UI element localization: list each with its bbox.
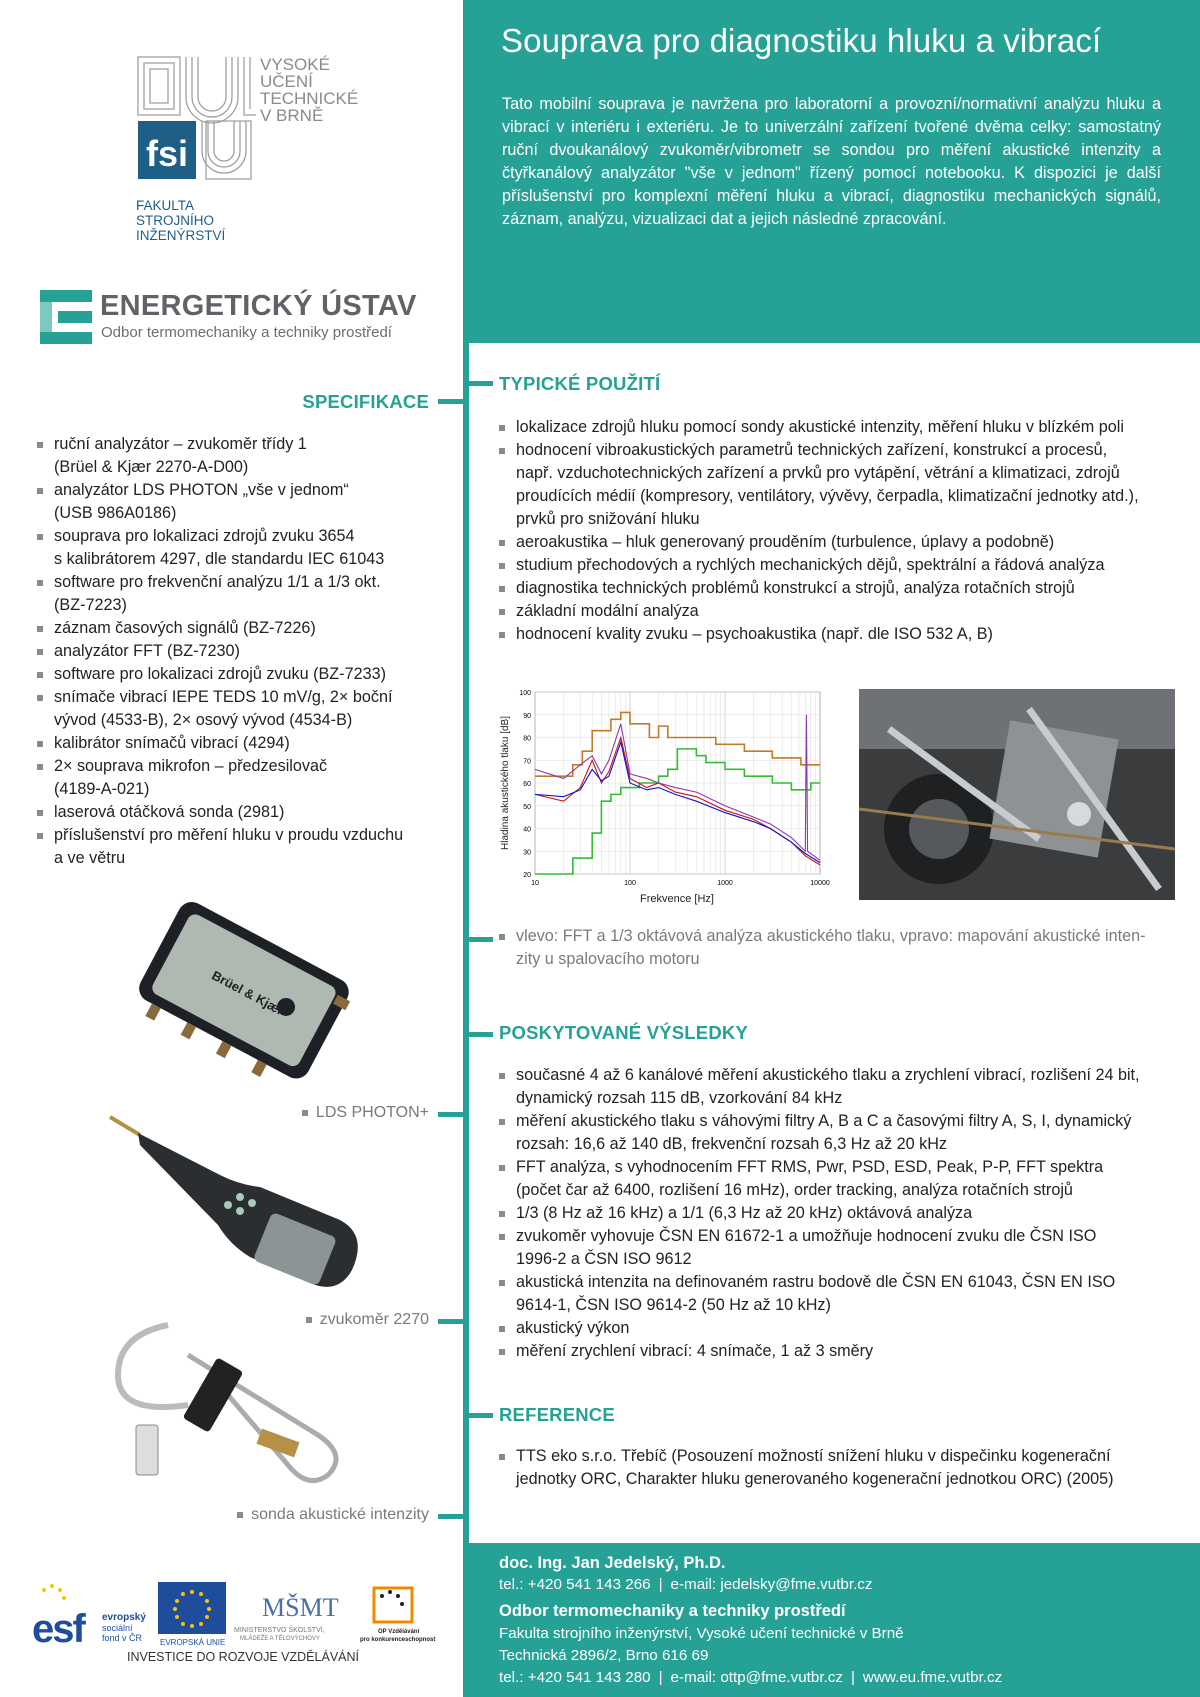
- spec-item-line: souprava pro lokalizaci zdrojů zvuku 3654: [54, 527, 355, 545]
- sound-level-meter-photo: [100, 1105, 370, 1295]
- photon-caption-text: LDS PHOTON+: [315, 1104, 429, 1121]
- chart-xlabel: Frekvence [Hz]: [640, 893, 714, 905]
- separator: |: [658, 1669, 663, 1686]
- institute-logo-mark: [40, 290, 92, 345]
- x-tick-label: 10000: [810, 880, 830, 887]
- heading-connector: [463, 381, 493, 386]
- reference-item-line: TTS eko s.r.o. Třebíč (Posouzení možností snížení hluku v dispečinku kogenerační: [516, 1447, 1111, 1465]
- reference-item: [498, 1445, 1188, 1491]
- usage-item: [498, 600, 1188, 623]
- vysledky-list: [498, 1064, 1188, 1363]
- result-item-line: 1/3 (8 Hz až 16 kHz) a 1/1 (6,3 Hz až 20 kHz) oktávová analýza: [516, 1204, 973, 1222]
- heading-connector: [463, 1032, 493, 1037]
- address: Technická 2896/2, Brno 616 69: [499, 1647, 709, 1664]
- department-name: Odbor termomechaniky a techniky prostředí: [499, 1602, 846, 1620]
- result-item-line: zvukoměr vyhovuje ČSN EN 61672-1 a umožňuje hodnocení zvuku dle ČSN ISO: [516, 1227, 1097, 1245]
- svg-text:MLÁDEŽE A TĚLOVÝCHOVY: MLÁDEŽE A TĚLOVÝCHOVY: [240, 1636, 320, 1642]
- person-email-link[interactable]: e-mail: jedelsky@fme.vutbr.cz: [670, 1576, 873, 1593]
- result-item-line: 9614-1, ČSN ISO 9614-2 (50 Hz až 10 kHz): [516, 1296, 831, 1314]
- spec-item-line: snímače vibrací IEPE TEDS 10 mV/g, 2× boční: [54, 688, 393, 706]
- svg-text:VYSOKÉ: VYSOKÉ: [260, 55, 330, 74]
- reference-list: [498, 1445, 1188, 1491]
- svg-text:FAKULTA: FAKULTA: [136, 198, 195, 213]
- usage-item: [498, 623, 1188, 646]
- result-item-line: rozsah: 16,6 až 140 dB, frekvenční rozsah 6,3 Hz až 20 kHz: [516, 1135, 947, 1153]
- usage-item: [498, 531, 1188, 554]
- spec-item-line: (4189-A-021): [54, 780, 150, 798]
- spec-item-line: (USB 986A0186): [54, 504, 177, 522]
- department-email-link[interactable]: e-mail: ottp@fme.vutbr.cz: [670, 1669, 843, 1686]
- spec-item-line: (Brüel & Kjær 2270-A-D00): [54, 458, 249, 476]
- svg-text:INŽENÝRSTVÍ: INŽENÝRSTVÍ: [136, 228, 226, 243]
- vertical-divider: [463, 343, 469, 1543]
- caption-connector: [438, 1319, 466, 1324]
- lds-photon-photo: [128, 900, 358, 1085]
- result-item: [498, 1110, 1188, 1156]
- usage-item-line: aeroakustika – hluk generovaný prouděním (turbulence, úplavy a podobně): [516, 533, 1055, 551]
- usage-item-line: proudících médií (kompresory, ventilátory, vývěvy, čerpadla, klimatizační jednotky atd.),: [516, 487, 1139, 505]
- svg-text:MINISTERSTVO ŠKOLSTVÍ,: MINISTERSTVO ŠKOLSTVÍ,: [234, 1627, 325, 1634]
- department-contact: [499, 1669, 1002, 1686]
- usage-item-line: hodnocení vibroakustických parametrů technických zařízení, konstrukcí a procesů,: [516, 441, 1108, 459]
- usage-item: [498, 577, 1188, 600]
- result-item-line: akustická intenzita na definovaném rastru bodově dle ČSN EN 61043, ČSN EN ISO: [516, 1273, 1116, 1291]
- usage-item-line: např. vzduchotechnických zařízení a prvků pro vytápění, větrání a klimatizaci, zdrojů: [516, 464, 1120, 482]
- eu-funding-logos: [30, 1580, 440, 1650]
- usage-item-line: hodnocení kvality zvuku – psychoakustika (např. dle ISO 532 A, B): [516, 625, 993, 643]
- spec-item: [36, 824, 436, 870]
- spec-item: [36, 663, 436, 686]
- probe-caption-text: sonda akustické intenzity: [251, 1506, 429, 1523]
- y-tick-label: 60: [523, 781, 531, 788]
- svg-text:esf: esf: [32, 1607, 84, 1650]
- website-link[interactable]: www.eu.fme.vutbr.cz: [862, 1669, 1003, 1686]
- spec-item-line: kalibrátor snímačů vibrací (4294): [54, 734, 290, 752]
- result-item: [498, 1202, 1188, 1225]
- probe-caption: [237, 1506, 429, 1524]
- spec-item-line: vývod (4533-B), 2× osový vývod (4534-B): [54, 711, 353, 729]
- bullet-icon: [237, 1512, 243, 1518]
- heading-connector: [438, 399, 466, 404]
- person-phone: tel.: +420 541 143 266: [499, 1576, 651, 1593]
- spec-item-line: software pro frekvenční analýzu 1/1 a 1/3 okt.: [54, 573, 381, 591]
- svg-text:fsi: fsi: [145, 133, 189, 174]
- svg-text:evropský: evropský: [102, 1612, 146, 1623]
- result-item-line: měření akustického tlaku s váhovými filtry A, B a C a časovými filtry A, S, I, dynamický: [516, 1112, 1132, 1130]
- department-phone: tel.: +420 541 143 280: [499, 1669, 651, 1686]
- y-tick-label: 30: [523, 849, 531, 857]
- investment-slogan: INVESTICE DO ROZVOJE VZDĚLÁVÁNÍ: [127, 1650, 359, 1664]
- spec-item-line: laserová otáčková sonda (2981): [54, 803, 285, 821]
- usage-item-line: studium přechodových a rychlých mechanických dějů, spektrální a řádová analýza: [516, 556, 1105, 574]
- op-vk-logo: [360, 1588, 435, 1643]
- svg-text:OP Vzdělávání: OP Vzdělávání: [378, 1629, 420, 1635]
- separator: |: [658, 1576, 663, 1593]
- reference-item-line: jednotky ORC, Charakter hluku generovaného kogenerační jednotkou ORC) (2005): [516, 1470, 1114, 1488]
- svg-text:MŠMT: MŠMT: [262, 1593, 339, 1622]
- usage-item-line: prvků pro snižování hluku: [516, 510, 700, 528]
- spec-item: [36, 479, 436, 525]
- result-item-line: současné 4 až 6 kanálové měření akustického tlaku a zrychlení vibrací, rozlišení 24 bit,: [516, 1066, 1140, 1084]
- vut-fsi-logo: [136, 55, 376, 250]
- specifikace-heading: SPECIFIKACE: [302, 391, 429, 412]
- spec-item: [36, 686, 436, 732]
- caption-connector: [438, 1514, 466, 1519]
- svg-text:sociální: sociální: [102, 1623, 133, 1633]
- svg-text:STROJNÍHO: STROJNÍHO: [136, 213, 215, 228]
- spec-item: [36, 525, 436, 571]
- y-tick-label: 100: [519, 690, 531, 697]
- y-tick-label: 40: [523, 826, 531, 834]
- y-tick-label: 20: [523, 872, 531, 879]
- spectrum-chart: [490, 684, 830, 910]
- result-item: [498, 1156, 1188, 1202]
- typicke-heading: TYPICKÉ POUŽITÍ: [499, 373, 661, 394]
- spec-item-line: záznam časových signálů (BZ-7226): [54, 619, 316, 637]
- spec-item: [36, 617, 436, 640]
- intensity-probe-photo: [108, 1315, 368, 1495]
- svg-text:fond v ČR: fond v ČR: [102, 1633, 143, 1643]
- spec-item-line: software pro lokalizaci zdrojů zvuku (BZ-7233): [54, 665, 386, 683]
- caption-connector: [438, 1112, 466, 1117]
- contact-person: doc. Ing. Jan Jedelský, Ph.D.: [499, 1554, 726, 1572]
- separator: |: [850, 1669, 855, 1686]
- spec-item-line: příslušenství pro měření hluku v proudu vzduchu: [54, 826, 404, 844]
- spec-item-line: s kalibrátorem 4297, dle standardu IEC 61043: [54, 550, 385, 568]
- usage-item-line: lokalizace zdrojů hluku pomocí sondy akustické intenzity, měření hluku v blízkém poli: [516, 418, 1124, 436]
- spec-item: [36, 801, 436, 824]
- usage-item: [498, 439, 1188, 531]
- spec-item: [36, 732, 436, 755]
- spec-item-line: (BZ-7223): [54, 596, 127, 614]
- result-item: [498, 1064, 1188, 1110]
- usage-item-line: diagnostika technických problémů konstrukcí a strojů, analýza rotačních strojů: [516, 579, 1075, 597]
- msmt-logo: [234, 1593, 339, 1642]
- result-item: [498, 1340, 1188, 1363]
- eu-flag-logo: [158, 1582, 226, 1647]
- institute-name: ENERGETICKÝ ÚSTAV: [100, 290, 417, 322]
- usage-item: [498, 416, 1188, 439]
- caption-line: zity u spalovacího motoru: [516, 950, 700, 968]
- figure-caption: [498, 925, 1188, 971]
- y-tick-label: 50: [523, 803, 531, 811]
- result-item-line: dynamický rozsah 115 dB, vzorkování 84 kHz: [516, 1089, 843, 1107]
- spec-item: [36, 755, 436, 801]
- svg-text:EVROPSKÁ UNIE: EVROPSKÁ UNIE: [160, 1638, 226, 1647]
- caption-connector: [463, 937, 493, 942]
- result-item: [498, 1225, 1188, 1271]
- chart-ylabel: Hladina akustického tlaku [dB]: [500, 716, 511, 850]
- y-tick-label: 80: [523, 735, 531, 743]
- heading-connector: [463, 1413, 493, 1418]
- typicke-list: [498, 416, 1188, 646]
- result-item: [498, 1271, 1188, 1317]
- contact-person-info: [499, 1576, 873, 1593]
- esf-logo: [32, 1584, 146, 1650]
- institute-subtitle: Odbor termomechaniky a techniky prostředí: [101, 324, 392, 341]
- result-item-line: akustický výkon: [516, 1319, 630, 1337]
- sound-meter-caption-text: zvukoměr 2270: [319, 1311, 429, 1328]
- y-tick-label: 70: [523, 758, 531, 766]
- result-item-line: FFT analýza, s vyhodnocením FFT RMS, Pwr, PSD, ESD, Peak, P-P, FFT spektra: [516, 1158, 1104, 1176]
- spec-item-line: a ve větru: [54, 849, 126, 867]
- page-title: Souprava pro diagnostiku hluku a vibrací: [501, 22, 1102, 59]
- vysledky-heading: POSKYTOVANÉ VÝSLEDKY: [499, 1022, 749, 1043]
- svg-text:pro konkurenceschopnost: pro konkurenceschopnost: [360, 1637, 436, 1643]
- x-tick-label: 100: [624, 880, 636, 887]
- specifikace-list: [36, 433, 436, 870]
- svg-text:TECHNICKÉ: TECHNICKÉ: [260, 89, 359, 108]
- svg-text:Brüel & Kjær: Brüel & Kjær: [209, 967, 287, 1019]
- spec-item-line: analyzátor LDS PHOTON „vše v jednom“: [54, 481, 349, 499]
- result-item-line: (počet čar až 6400, rozlišení 16 mHz), order tracking, analýza rotačních strojů: [516, 1181, 1073, 1199]
- caption-item: [498, 925, 1188, 971]
- spec-item-line: 2× souprava mikrofon – předzesilovač: [54, 757, 328, 775]
- spec-item-line: ruční analyzátor – zvukoměr třídy 1: [54, 435, 307, 453]
- result-item-line: měření zrychlení vibrací: 4 snímače, 1 až 3 směry: [516, 1342, 874, 1360]
- spec-item-line: analyzátor FFT (BZ-7230): [54, 642, 240, 660]
- x-tick-label: 10: [531, 880, 539, 887]
- intro-text: Tato mobilní souprava je navržena pro laboratorní a provozní/normativní analýzu hluku a vibrací v interiéru i exteriéru. Je to univerzální zařízení tvořené dvěma celky: samostatný ruční dvoukanálový zvukoměr/vibrometr se sondou pro měření akustické intenzity a čtyřkanálový analyzátor "vše v jednom" řízený pomocí notebooku. K dispozici je další příslušenství pro komplexní měření hluku a vibrací, diagnostiku mechanických signálů, záznam, analýzu, vizualizaci dat a jejich následné zpracování.: [502, 95, 1161, 228]
- faculty-name: Fakulta strojního inženýrství, Vysoké učení technické v Brně: [499, 1625, 904, 1642]
- caption-line: vlevo: FFT a 1/3 oktávová analýza akustického tlaku, vpravo: mapování akustické inten-: [516, 927, 1146, 945]
- spec-item: [36, 433, 436, 479]
- usage-item: [498, 554, 1188, 577]
- y-tick-label: 90: [523, 712, 531, 720]
- svg-text:UČENÍ: UČENÍ: [260, 72, 313, 91]
- x-tick-label: 1000: [717, 880, 733, 887]
- result-item-line: 1996-2 a ČSN ISO 9612: [516, 1250, 692, 1268]
- usage-item-line: základní modální analýza: [516, 602, 699, 620]
- engine-photo: [859, 689, 1175, 900]
- result-item: [498, 1317, 1188, 1340]
- spec-item: [36, 640, 436, 663]
- svg-text:V BRNĚ: V BRNĚ: [260, 106, 324, 125]
- reference-heading: REFERENCE: [499, 1404, 615, 1425]
- spec-item: [36, 571, 436, 617]
